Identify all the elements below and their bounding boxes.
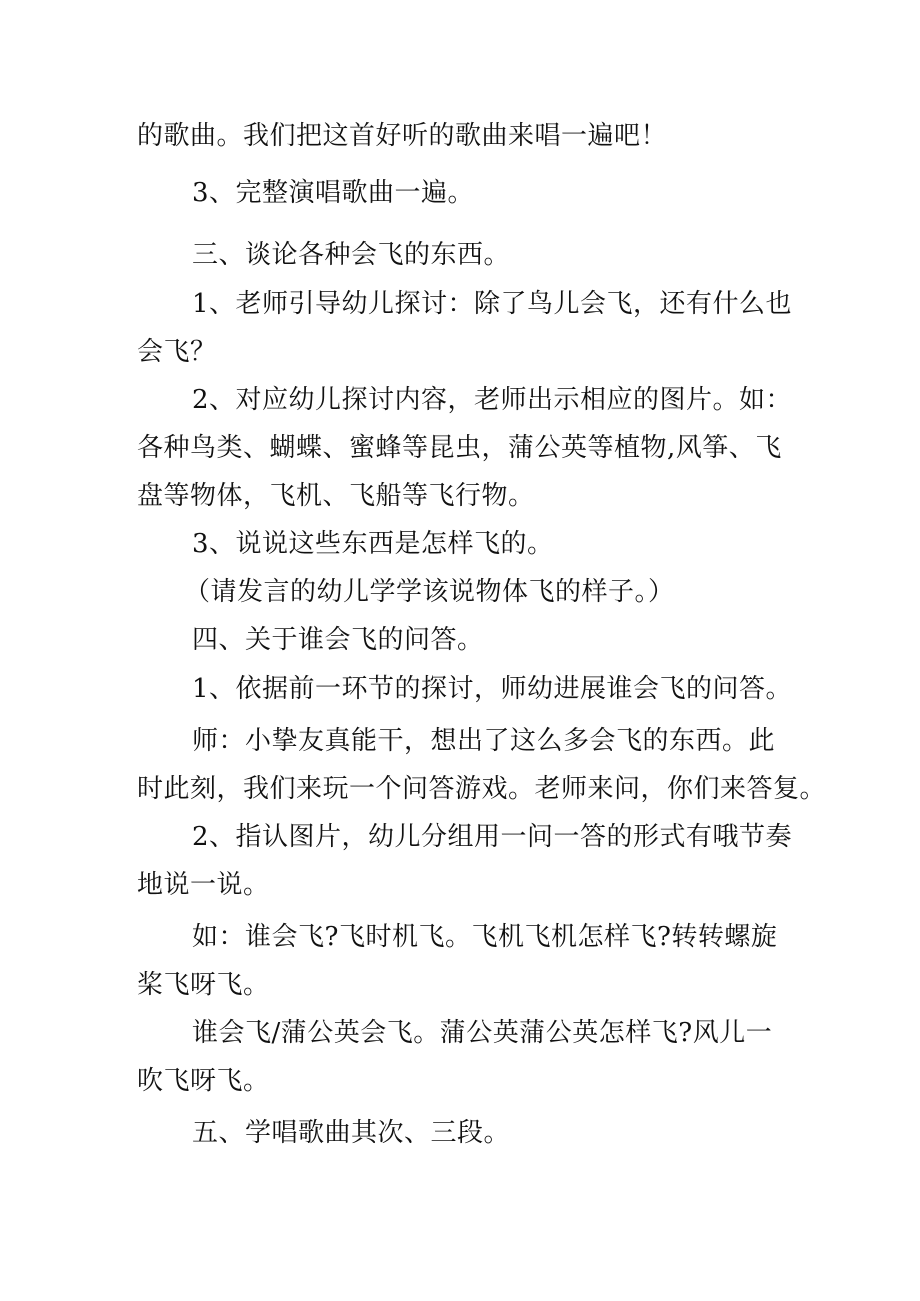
text-line: 1、老师引导幼儿探讨：除了鸟儿会飞，还有什么也 (192, 289, 793, 319)
text-line: 桨飞呀飞。 (137, 970, 270, 1000)
text-line: 2、指认图片，幼儿分组用一问一答的形式有哦节奏 (192, 822, 793, 852)
text-line: 2、对应幼儿探讨内容，老师出示相应的图片。如： (192, 385, 793, 415)
section-heading: 三、谈论各种会飞的东西。 (192, 240, 511, 270)
text-line: 3、完整演唱歌曲一遍。 (192, 178, 475, 208)
text-line: 各种鸟类、蝴蝶、蜜蜂等昆虫，蒲公英等植物,风筝、飞 (137, 433, 782, 463)
text-line: 时此刻，我们来玩一个问答游戏。老师来问，你们来答复。 (137, 774, 827, 804)
section-heading: 四、关于谁会飞的问答。 (192, 625, 484, 655)
text-line: 盘等物体，飞机、飞船等飞行物。 (137, 481, 535, 511)
text-line: 会飞？ (137, 337, 217, 367)
section-heading: 五、学唱歌曲其次、三段。 (192, 1118, 511, 1148)
text-line: 3、说说这些东西是怎样飞的。 (192, 529, 554, 559)
text-line: 的歌曲。我们把这首好听的歌曲来唱一遍吧！ (137, 121, 668, 151)
text-line: 吹飞呀飞。 (137, 1066, 270, 1096)
text-line: 谁会飞/蒲公英会飞。蒲公英蒲公英怎样飞?风儿一 (192, 1018, 773, 1048)
text-line: （请发言的幼儿学学该说物体飞的样子。） (184, 577, 675, 607)
text-line: 师：小挚友真能干，想出了这么多会飞的东西。此 (192, 726, 776, 756)
text-line: 地说一说。 (137, 870, 270, 900)
text-line: 如：谁会飞?飞时机飞。飞机飞机怎样飞?转转螺旋 (192, 922, 778, 952)
text-line: 1、依据前一环节的探讨，师幼进展谁会飞的问答。 (192, 674, 793, 704)
